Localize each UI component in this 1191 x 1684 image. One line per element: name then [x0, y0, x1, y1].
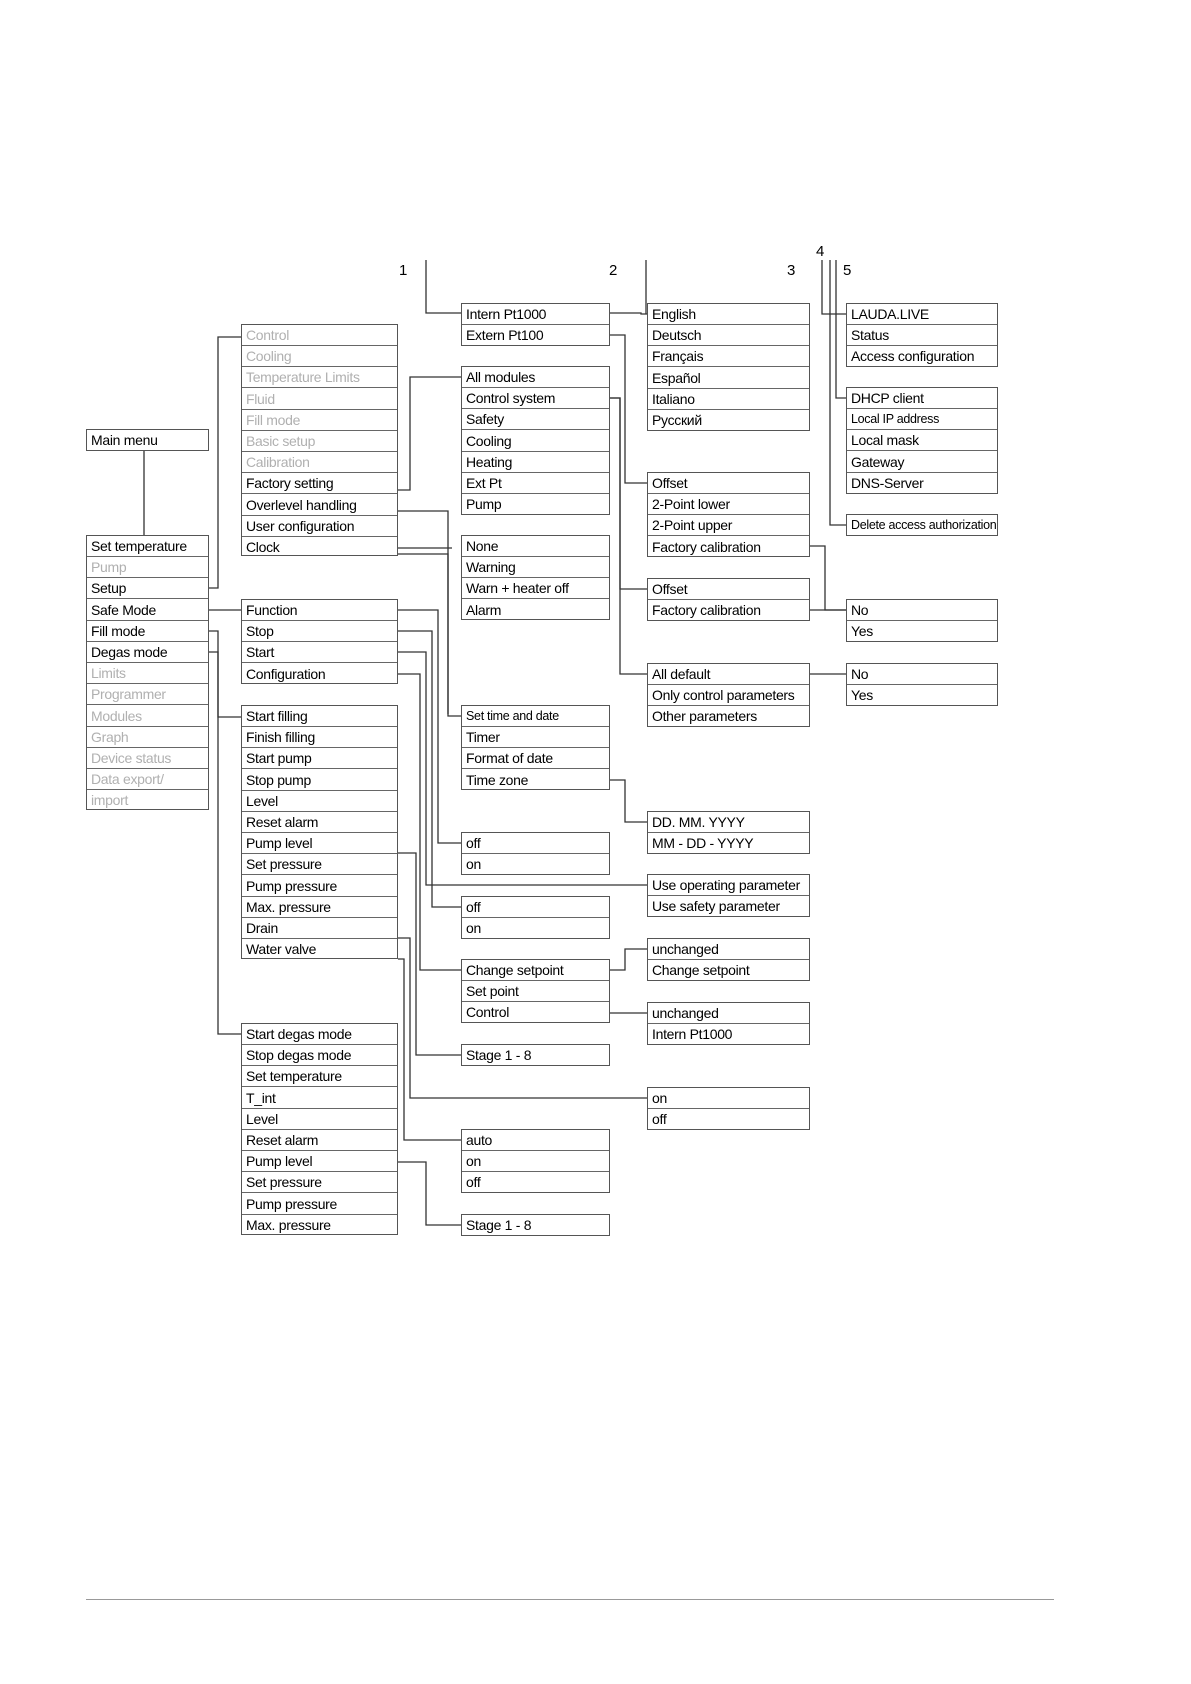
calibration-submenu-2	[647, 578, 810, 621]
menu-item: All modules	[462, 367, 609, 388]
menu-item: Stage 1 - 8	[466, 1047, 532, 1063]
menu-item: Ext Pt	[462, 473, 609, 494]
menu-item: Format of date	[462, 748, 609, 769]
menu-item: LAUDA.LIVE	[847, 304, 997, 325]
menu-item: MM - DD - YYYY	[652, 835, 754, 852]
menu-item: Calibration	[242, 452, 397, 473]
menu-item: Limits	[87, 663, 208, 684]
stage-box-2	[461, 1214, 610, 1236]
menu-item: Fill mode	[242, 410, 397, 431]
menu-item: Offset	[648, 579, 809, 600]
default-submenu	[647, 663, 810, 727]
menu-item: DHCP client	[847, 388, 997, 409]
menu-item: Temperature Limits	[242, 367, 397, 388]
connector-line	[610, 313, 647, 314]
menu-item: Intern Pt1000	[462, 304, 609, 325]
connector-line	[398, 377, 461, 490]
menu-item: Start pump	[242, 748, 397, 769]
overlevel-submenu	[461, 535, 610, 620]
menu-item: Control system	[462, 388, 609, 409]
menu-item: Set temperature	[242, 1066, 397, 1087]
menu-item: Set time and date	[462, 706, 609, 727]
connector-line	[610, 780, 647, 822]
menu-item: Yes	[851, 623, 873, 640]
connector-line	[810, 546, 846, 610]
menu-item: Stop	[242, 621, 397, 642]
drain-options	[461, 1129, 610, 1193]
callout-4: 4	[816, 243, 825, 260]
connector-line	[209, 337, 241, 588]
setpoint-submenu	[461, 959, 610, 1023]
menu-item: Level	[242, 791, 397, 812]
menu-item: T_int	[242, 1088, 397, 1109]
menu-item: Set pressure	[242, 854, 397, 875]
menu-item: Access configuration	[851, 348, 975, 365]
callout-2: 2	[609, 262, 618, 279]
menu-item: Control	[242, 325, 397, 346]
menu-item: Function	[242, 600, 397, 621]
control-submenu	[647, 1002, 810, 1045]
menu-item: Water valve	[246, 941, 317, 958]
menu-item: off	[462, 897, 609, 918]
menu-item: Setup	[87, 578, 208, 599]
menu-item: Local mask	[847, 430, 997, 451]
parameter-submenu	[647, 874, 810, 917]
menu-item: Cooling	[242, 346, 397, 367]
menu-item: unchanged	[648, 1003, 809, 1024]
connector-line	[830, 260, 846, 525]
menu-item: off	[652, 1111, 667, 1128]
menu-item: User configuration	[242, 516, 397, 537]
menu-item: Alarm	[466, 601, 502, 618]
menu-item: Offset	[648, 473, 809, 494]
menu-item: Warn + heater off	[462, 578, 609, 599]
menu-item: Graph	[87, 727, 208, 748]
menu-item: Start degas mode	[242, 1024, 397, 1045]
menu-item: Deutsch	[648, 325, 809, 346]
confirm-no-yes-2	[846, 663, 998, 706]
callout-3: 3	[787, 262, 796, 279]
menu-item: Level	[242, 1109, 397, 1130]
degas-mode-submenu	[241, 1023, 398, 1235]
menu-item: English	[648, 304, 809, 325]
menu-item: Intern Pt1000	[652, 1026, 733, 1043]
menu-item: Overlevel handling	[242, 495, 397, 516]
connector-line	[610, 949, 647, 970]
menu-item: Data export/	[87, 769, 208, 790]
callout-5: 5	[843, 262, 852, 279]
callout-1: 1	[399, 262, 408, 279]
function-onoff	[461, 832, 610, 875]
menu-item: Stage 1 - 8	[466, 1217, 532, 1233]
menu-item: Warning	[462, 557, 609, 578]
menu-item: Configuration	[246, 665, 326, 682]
menu-item: off	[462, 833, 609, 854]
menu-item: import	[91, 792, 129, 809]
menu-item: on	[462, 1151, 609, 1172]
menu-item: Fill mode	[87, 621, 208, 642]
connector-line	[610, 398, 647, 674]
menu-item: Clock	[246, 539, 280, 555]
menu-item: Yes	[851, 687, 873, 704]
menu-item: Use operating parameter	[648, 875, 809, 896]
language-submenu	[647, 303, 810, 431]
menu-item: Status	[847, 325, 997, 346]
connector-line	[209, 652, 241, 1034]
menu-item: Pump level	[242, 833, 397, 854]
delete-authorization-box	[846, 514, 998, 536]
menu-item: Safe Mode	[87, 600, 208, 621]
connector-line	[426, 260, 461, 313]
menu-item: Other parameters	[652, 708, 757, 725]
menu-item: Local IP address	[847, 409, 997, 430]
clock-submenu	[461, 705, 610, 790]
menu-item: Start filling	[242, 706, 397, 727]
menu-item: Modules	[87, 706, 208, 727]
menu-item: Programmer	[87, 684, 208, 705]
menu-item: Main menu	[91, 432, 158, 448]
stage-box-1	[461, 1044, 610, 1066]
menu-item: Cooling	[462, 431, 609, 452]
connector-line	[398, 853, 461, 1055]
menu-item: Pump level	[242, 1151, 397, 1172]
connector-line	[398, 959, 461, 1140]
menu-item: Set point	[462, 981, 609, 1002]
menu-item: Max. pressure	[246, 1216, 331, 1233]
setup-submenu	[241, 324, 398, 556]
menu-item: on	[466, 920, 481, 937]
main-menu-box	[86, 429, 209, 451]
menu-item: DD. MM. YYYY	[648, 812, 809, 833]
menu-item: Degas mode	[87, 642, 208, 663]
menu-item: Français	[648, 346, 809, 367]
menu-item: Extern Pt100	[466, 327, 544, 344]
menu-item: Fluid	[242, 389, 397, 410]
date-format-submenu	[647, 811, 810, 854]
safe-mode-submenu	[241, 599, 398, 684]
menu-item: Factory setting	[242, 473, 397, 494]
menu-item: Timer	[462, 727, 609, 748]
menu-item: Use safety parameter	[652, 898, 780, 915]
menu-item: Reset alarm	[242, 1130, 397, 1151]
connector-line	[398, 631, 461, 907]
factory-setting-submenu	[461, 366, 610, 515]
menu-item: Change setpoint	[652, 962, 750, 979]
connector-line	[398, 610, 461, 843]
menu-item: on	[466, 856, 481, 873]
menu-item: 2-Point upper	[648, 515, 809, 536]
network-submenu	[846, 387, 998, 494]
main-menu-list	[86, 535, 209, 810]
menu-item: Factory calibration	[652, 538, 761, 555]
menu-item: Delete access authorization	[851, 518, 997, 532]
menu-item: Drain	[242, 918, 397, 939]
menu-item: Pump pressure	[242, 876, 397, 897]
menu-item: All default	[648, 664, 809, 685]
menu-item: auto	[462, 1130, 609, 1151]
connector-line	[398, 674, 461, 970]
menu-item: Change setpoint	[462, 960, 609, 981]
change-setpoint-submenu	[647, 938, 810, 981]
menu-item: No	[847, 600, 997, 621]
menu-item: Stop degas mode	[242, 1045, 397, 1066]
connector-line	[610, 398, 647, 589]
menu-item: Set temperature	[87, 536, 208, 557]
menu-item: Control	[466, 1004, 510, 1021]
menu-item: Device status	[87, 748, 208, 769]
menu-item: Pump pressure	[242, 1194, 397, 1215]
menu-item: Pump	[466, 496, 502, 513]
menu-item: Español	[648, 368, 809, 389]
connector-line	[209, 631, 241, 717]
menu-item: Factory calibration	[652, 602, 761, 619]
menu-item: Gateway	[847, 452, 997, 473]
menu-item: Stop pump	[242, 770, 397, 791]
sensor-submenu	[461, 303, 610, 346]
menu-item: 2-Point lower	[648, 494, 809, 515]
confirm-no-yes-1	[846, 599, 998, 642]
connector-line	[836, 260, 846, 398]
menu-item: Basic setup	[242, 431, 397, 452]
menu-item: off	[466, 1174, 481, 1191]
menu-item: unchanged	[648, 939, 809, 960]
connector-line	[398, 511, 448, 714]
menu-item: Русский	[652, 412, 702, 428]
menu-item: Safety	[462, 409, 609, 430]
menu-item: Heating	[462, 452, 609, 473]
menu-item: Start	[242, 642, 397, 663]
water-valve-onoff	[647, 1087, 810, 1130]
connector-line	[610, 335, 647, 483]
stop-onoff	[461, 896, 610, 939]
menu-item: Time zone	[466, 771, 529, 788]
lauda-live-submenu	[846, 303, 998, 367]
menu-item: Only control parameters	[648, 685, 809, 706]
menu-item: Max. pressure	[242, 897, 397, 918]
menu-item: No	[847, 664, 997, 685]
connector-line	[398, 554, 461, 716]
menu-item: DNS-Server	[851, 474, 924, 491]
menu-item: Set pressure	[242, 1172, 397, 1193]
menu-item: Pump	[87, 557, 208, 578]
menu-item: None	[462, 536, 609, 557]
calibration-submenu-1	[647, 472, 810, 557]
fill-mode-submenu	[241, 705, 398, 959]
menu-item: on	[648, 1088, 809, 1109]
footer-divider	[86, 1599, 1054, 1600]
menu-item: Reset alarm	[242, 812, 397, 833]
menu-item: Italiano	[648, 389, 809, 410]
menu-item: Finish filling	[242, 727, 397, 748]
connector-line	[398, 1162, 461, 1225]
